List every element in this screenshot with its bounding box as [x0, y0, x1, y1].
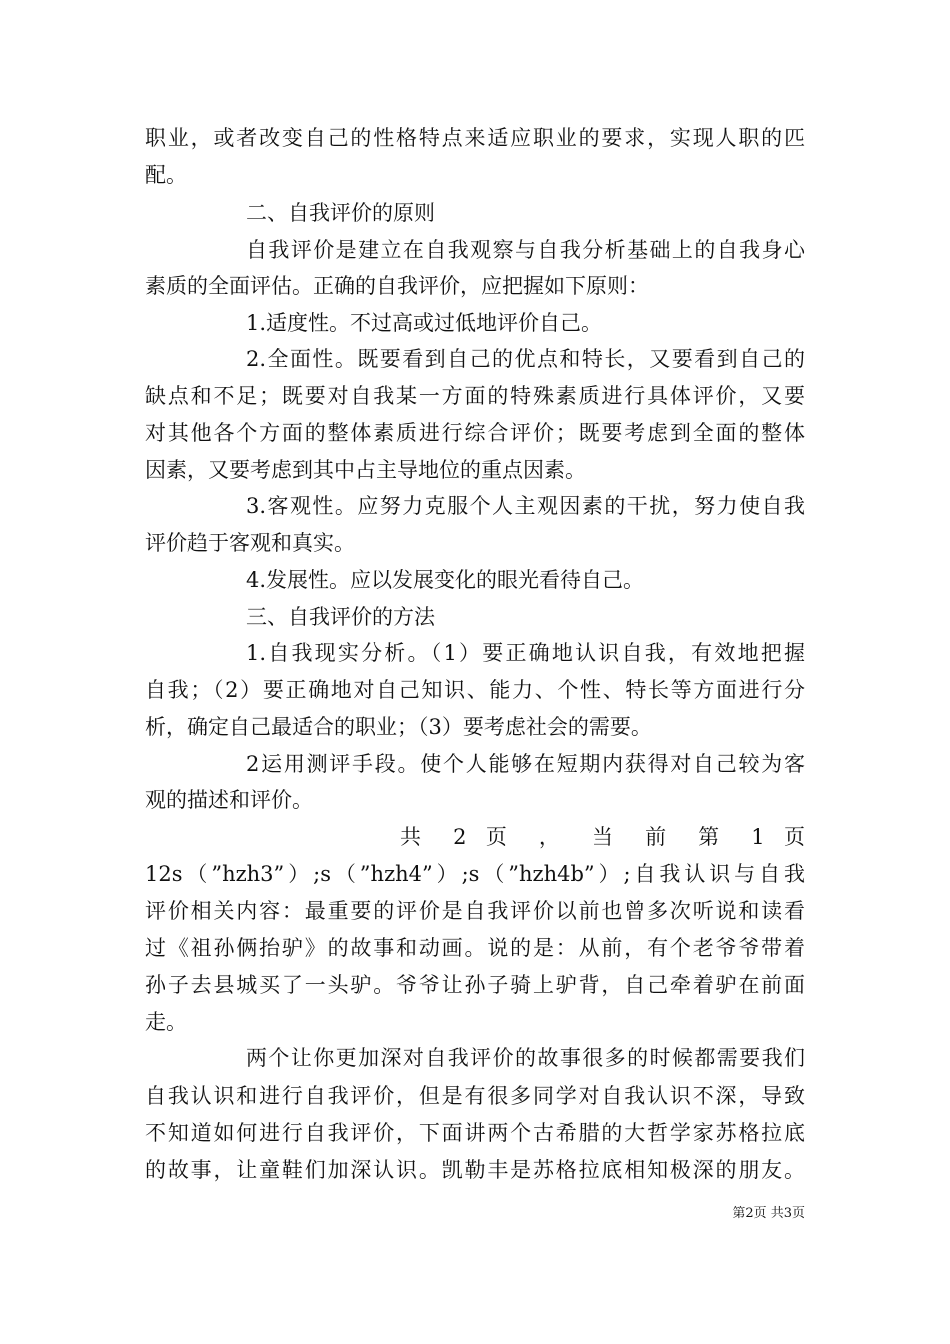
text-line: 不知道如何进行自我评价，下面讲两个古希腊的大哲学家苏格拉底: [145, 1121, 805, 1145]
section-heading: 三、自我评价的方法: [246, 605, 435, 629]
text-line: 2运用测评手段。使个人能够在短期内获得对自己较为客: [246, 752, 805, 776]
text-line: 4.发展性。应以发展变化的眼光看待自己。: [246, 568, 645, 592]
page-footer: 第2页 共3页: [732, 1206, 805, 1221]
text-line: 2.全面性。既要看到自己的优点和特长，又要看到自己的: [246, 347, 805, 371]
text-line: 自我；（2）要正确地对自己知识、能力、个性、特长等方面进行分: [145, 678, 805, 702]
text-line: 配。: [145, 163, 187, 187]
text-line: 自我评价是建立在自我观察与自我分析基础上的自我身心: [246, 238, 805, 262]
text-line: 因素，又要考虑到其中占主导地位的重点因素。: [145, 458, 586, 482]
section-heading: 二、自我评价的原则: [246, 201, 435, 225]
text-line: 自我认识和进行自我评价，但是有很多同学对自我认识不深，导致: [145, 1084, 805, 1108]
text-line: 评价相关内容：最重要的评价是自我评价以前也曾多次听说和读看: [145, 899, 805, 923]
text-line: 过《祖孙俩抬驴》的故事和动画。说的是：从前，有个老爷爷带着: [145, 936, 805, 960]
text-line: 素质的全面评估。正确的自我评价，应把握如下原则：: [145, 274, 649, 298]
text-line: 析，确定自己最适合的职业；（3）要考虑社会的需要。: [145, 715, 652, 739]
page-counter: 共 2 页 ， 当 前 第 1 页: [400, 825, 805, 849]
text-line: 评价趋于客观和真实。: [145, 531, 355, 555]
text-line: 孙子去县城买了一头驴。爷爷让孙子骑上驴背，自己牵着驴在前面: [145, 973, 805, 997]
text-line: 职业，或者改变自己的性格特点来适应职业的要求，实现人职的匹: [145, 126, 805, 150]
text-line: 1.适度性。不过高或过低地评价自己。: [246, 311, 603, 335]
text-line: 走。: [145, 1010, 187, 1034]
text-line: 对其他各个方面的整体素质进行综合评价；既要考虑到全面的整体: [145, 421, 805, 445]
text-line: 两个让你更加深对自我评价的故事很多的时候都需要我们: [246, 1046, 805, 1070]
text-line: 的故事，让童鞋们加深认识。凯勒丰是苏格拉底相知极深的朋友。: [145, 1158, 805, 1182]
text-line: 缺点和不足；既要对自我某一方面的特殊素质进行具体评价，又要: [145, 384, 805, 408]
text-line: 观的描述和评价。: [145, 788, 313, 812]
text-line: 12s（”hzh3”）;s（”hzh4”）;s（”hzh4b”）;自我认识与自我: [145, 862, 805, 886]
text-line: 3.客观性。应努力克服个人主观因素的干扰，努力使自我: [246, 494, 805, 518]
text-line: 1.自我现实分析。（1）要正确地认识自我，有效地把握: [246, 641, 805, 665]
